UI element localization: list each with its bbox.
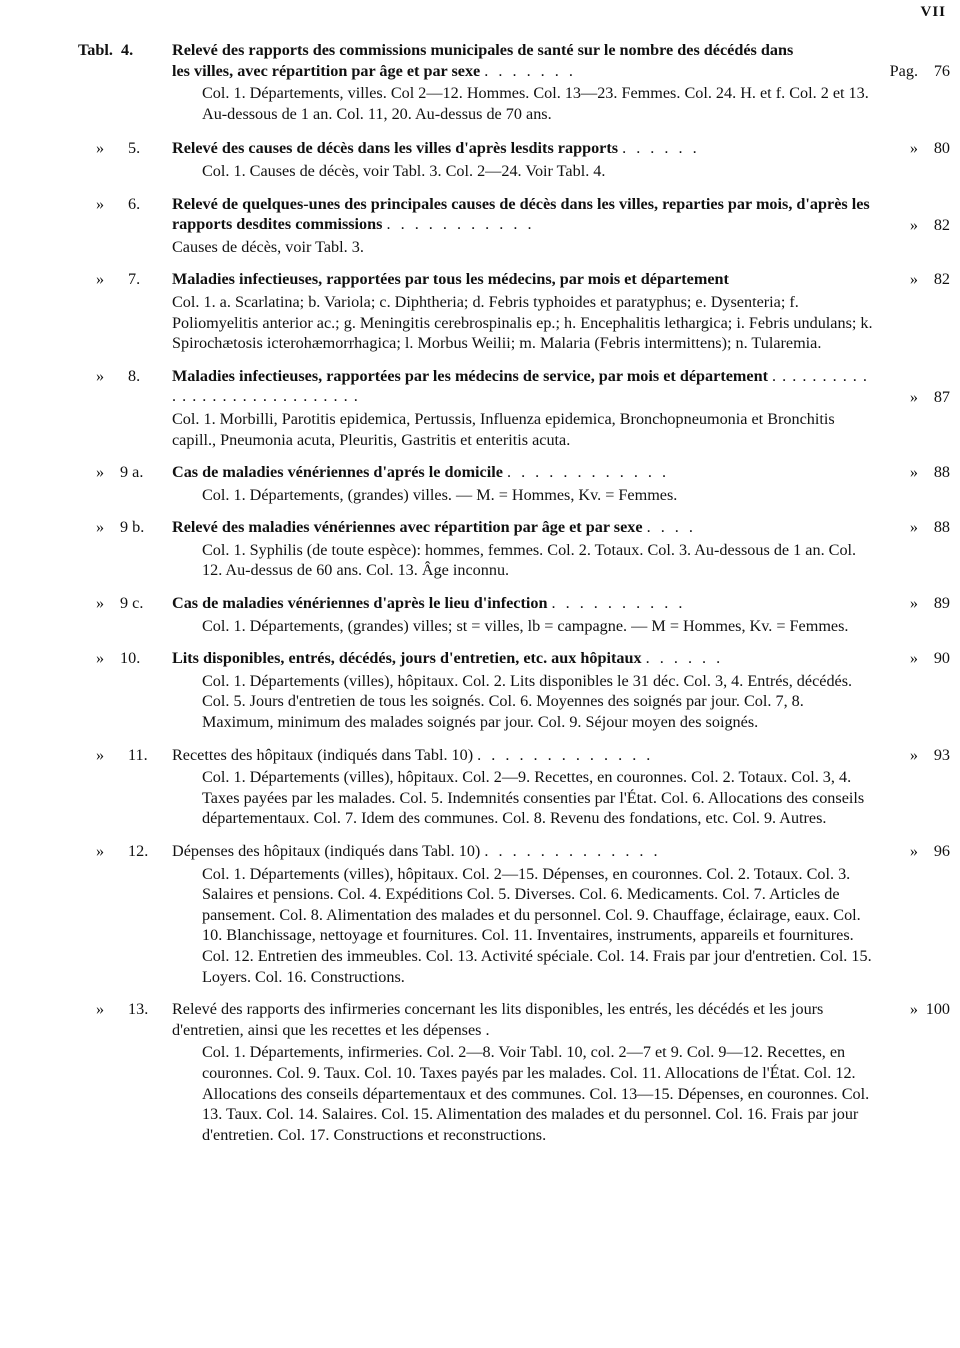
entry-number: 9 c.	[120, 594, 144, 613]
toc-entry	[0, 745, 960, 829]
toc-entry	[0, 138, 960, 181]
entry-number: 8.	[128, 366, 141, 385]
toc-entry	[0, 648, 960, 732]
ditto-mark: »	[96, 194, 105, 213]
entry-leader: . . . .	[646, 518, 696, 537]
entry-leader: . . . . . .	[645, 649, 724, 668]
page-ditto-mark: »	[909, 387, 918, 406]
entry-page: 80	[933, 139, 950, 158]
entry-page: 88	[933, 463, 950, 482]
entry-description: Col. 1. Départements (villes), hôpitaux. Col. 2. Lits disponibles le 31 déc. Col. 3, 4. Entrés, décédés. Col. 5. Jours d'entretien de tous les soignés. Col. 6. Moyennes des soignés par jour. Col. 7, 8. Maximum, minimum des malades soignés par jour. Col. 9. Séjour moyen des soignés.	[202, 671, 853, 732]
page-ditto-mark: »	[909, 842, 918, 860]
ditto-mark: »	[96, 139, 105, 158]
entry-description: Col. 1. Départements, (grandes) villes. — M. = Hommes, Kv. = Femmes.	[202, 485, 678, 504]
toc-entry	[0, 517, 960, 581]
entry-title: Relevé de quelques-unes des principales causes de décès dans les villes, reparties par mois, d'après les rapports desdites commissions	[172, 194, 870, 234]
page-ditto-mark: »	[909, 463, 918, 482]
entry-title: Relevé des rapports des commissions municipales de santé sur le nombre des décédés dans les villes, avec répartition par âge et par sexe	[172, 41, 794, 80]
entry-description: Col. 1. Départements, infirmeries. Col. 2—8. Voir Tabl. 10, col. 2—7 et 9. Col. 9—12. Recettes, en couronnes. Col. 9. Taux. Col. 10. Taxes payés par les malades. Col. 11. Allocations de l'État. Col. 12. Allocations des conseils départementaux et des communes. Col. 13—15. Dépenses, en couronnes. Col. 13. Taux. Col. 14. Salaires. Col. 15. Alimentation des malades et du personnel. Col. 16. Frais par jour d'entretien. Col. 17. Constructions et reconstructions.	[202, 1043, 870, 1144]
entry-page: 87	[933, 387, 950, 406]
page-ditto-mark: »	[909, 745, 918, 764]
toc-entry	[0, 999, 960, 1145]
entry-title: Relevé des maladies vénériennes avec répartition par âge et par sexe	[172, 518, 643, 537]
entry-description: Col. 1. Causes de décès, voir Tabl. 3. Col. 2—24. Voir Tabl. 4.	[202, 161, 606, 180]
page-ditto-mark: »	[909, 1000, 918, 1019]
toc-entry	[0, 269, 960, 353]
ditto-mark: »	[96, 745, 105, 764]
entry-description: Col. 1. a. Scarlatina; b. Variola; c. Diphtheria; d. Febris typhoides et paratyphus; e. Dysenteria; f. Poliomyelitis anterior ac.; g. Meningitis cerebrospinalis ep.; h. Encephalitis lethargica; i. Febris undulans; k. Spirochætosis icterohæmorrhagica; l. Morbus Weilii; m. Malaria (Febris intermittens); n. Tularemia.	[172, 292, 873, 353]
ditto-mark: »	[96, 842, 105, 860]
entry-leader: . . . . . . . . . .	[551, 594, 686, 613]
entry-prefix: Tabl. 4.	[78, 41, 134, 59]
entry-leader: . . . . . . . . . . . . .	[484, 842, 661, 860]
page-ditto-mark: »	[909, 139, 918, 158]
entry-description: Causes de décès, voir Tabl. 3.	[172, 237, 364, 256]
entry-title: Cas de maladies vénériennes d'après le lieu d'infection	[172, 594, 548, 613]
entry-title: Maladies infectieuses, rapportées par tous les médecins, par mois et département	[172, 270, 729, 289]
entry-leader: . . . . . .	[622, 139, 700, 158]
entry-page: 100	[925, 1000, 950, 1019]
page-number: VII	[920, 4, 946, 20]
entry-leader: . . . . . . . . . . . . .	[477, 745, 654, 764]
entry-number: 10.	[120, 649, 141, 668]
entry-description: Col. 1. Départements (villes), hôpitaux. Col. 2—9. Recettes, en couronnes. Col. 2. Totaux. Col. 3, 4. Taxes payées par les malades. Col. 5. Indemnités consenties par l'État. Col. 6. Allocations des conseils départementaux. Col. 7. Idem des communes. Col. 8. Revenu des fondations, etc. Col. 9. Autres.	[202, 768, 865, 828]
entry-page: 89	[933, 594, 950, 613]
ditto-mark: »	[96, 366, 105, 385]
entry-page: 82	[933, 215, 950, 234]
entry-leader: . . . . . . .	[484, 61, 576, 80]
entry-leader: .	[485, 1020, 493, 1039]
entry-description: Col. 1. Départements (villes), hôpitaux. Col. 2—15. Dépenses, en couronnes. Col. 2. Totaux. Col. 3. Salaires et pensions. Col. 4. Expéditions Col. 5. Diverses. Col. 6. Medicaments. Col. 7. Articles de pansement. Col. 8. Alimentation des malades et du personnel. Col. 9. Chauffage, éclairage, eaux. Col. 10. Blanchissage, nettoyage et fournitures. Col. 11. Inventaires, instruments, appareils et fournitures. Col. 12. Entretien des immeubles. Col. 13. Activité spéciale. Col. 14. Frais par jour d'entretien. Col. 15. Loyers. Col. 16. Constructions.	[202, 864, 872, 986]
entry-number: 6.	[128, 194, 141, 213]
entry-leader: . . . . . . . . . . . . . . . . . . . . . . . . . . . . .	[172, 366, 868, 406]
entry-number: 5.	[128, 139, 141, 158]
entry-title: Cas de maladies vénériennes d'aprés le domicile	[172, 463, 503, 482]
page-prefix: Pag.	[889, 62, 918, 80]
entry-title: Relevé des causes de décès dans les villes d'après lesdits rapports	[172, 139, 619, 158]
ditto-mark: »	[96, 649, 105, 668]
page-ditto-mark: »	[909, 594, 918, 613]
toc-entry	[0, 366, 960, 450]
entry-number: 7.	[128, 270, 141, 289]
entry-title: Relevé des rapports des infirmeries concernant les lits disponibles, les entrés, les décédés et les jours d'entretien, ainsi que les recettes et les dépenses	[172, 1000, 824, 1039]
entry-page: 90	[933, 649, 950, 668]
entry-title: Lits disponibles, entrés, décédés, jours d'entretien, etc. aux hôpitaux	[172, 649, 642, 668]
toc-entry	[0, 1157, 960, 1159]
entry-page: 82	[933, 270, 950, 289]
entry-description: Col. 1. Départements, villes. Col 2—12. Hommes. Col. 13—23. Femmes. Col. 24. H. et f. Col. 2 et 13. Au-dessous de 1 an. Col. 11, 20. Au-dessus de 70 ans.	[202, 84, 869, 123]
entry-leader: . . . . . . . . . . .	[386, 215, 535, 234]
entry-leader: . . . . . . . . . . . .	[506, 463, 670, 482]
entry-description: Col. 1. Syphilis (de toute espèce): hommes, femmes. Col. 2. Totaux. Col. 3. Au-dessous de 1 an. Col. 12. Au-dessus de 60 ans. Col. 13. Âge inconnu.	[202, 540, 857, 580]
table-of-contents	[0, 40, 960, 1159]
ditto-mark: »	[96, 463, 105, 482]
page-ditto-mark: »	[909, 518, 918, 537]
entry-description: Col. 1. Départements, (grandes) villes; st = villes, lb = campagne. — M = Hommes, Kv. = Femmes.	[202, 616, 849, 635]
entry-page: 88	[933, 518, 950, 537]
toc-entry	[0, 40, 960, 124]
toc-entry	[0, 593, 960, 636]
entry-title: Dépenses des hôpitaux (indiqués dans Tabl. 10)	[172, 842, 481, 860]
entry-number: 11.	[128, 745, 148, 764]
page-ditto-mark: »	[909, 270, 918, 289]
entry-description: Col. 1. Morbilli, Parotitis epidemica, Pertussis, Influenza epidemica, Bronchopneumonia et Bronchitis capill., Pneumonia acuta, Pleuritis, Gastritis et enteritis acuta.	[172, 409, 835, 449]
entry-page: 76	[933, 62, 950, 80]
entry-title: Recettes des hôpitaux (indiqués dans Tabl. 10)	[172, 745, 474, 764]
entry-number: 13.	[128, 1000, 149, 1019]
entry-number: 12.	[128, 842, 149, 860]
entry-page: 93	[933, 745, 950, 764]
entry-number: 9 b.	[120, 518, 145, 537]
ditto-mark: »	[96, 594, 105, 613]
entry-page: 96	[933, 842, 950, 860]
page-ditto-mark: »	[909, 649, 918, 668]
toc-entry	[0, 841, 960, 987]
entry-title: Maladies infectieuses, rapportées par les médecins de service, par mois et département	[172, 366, 768, 385]
entry-number: 9 a.	[120, 463, 144, 482]
page-ditto-mark: »	[909, 215, 918, 234]
ditto-mark: »	[96, 1000, 105, 1019]
ditto-mark: »	[96, 518, 105, 537]
toc-entry	[0, 194, 960, 258]
toc-entry	[0, 462, 960, 505]
ditto-mark: »	[96, 270, 105, 289]
entry-description	[0, 1157, 960, 1159]
